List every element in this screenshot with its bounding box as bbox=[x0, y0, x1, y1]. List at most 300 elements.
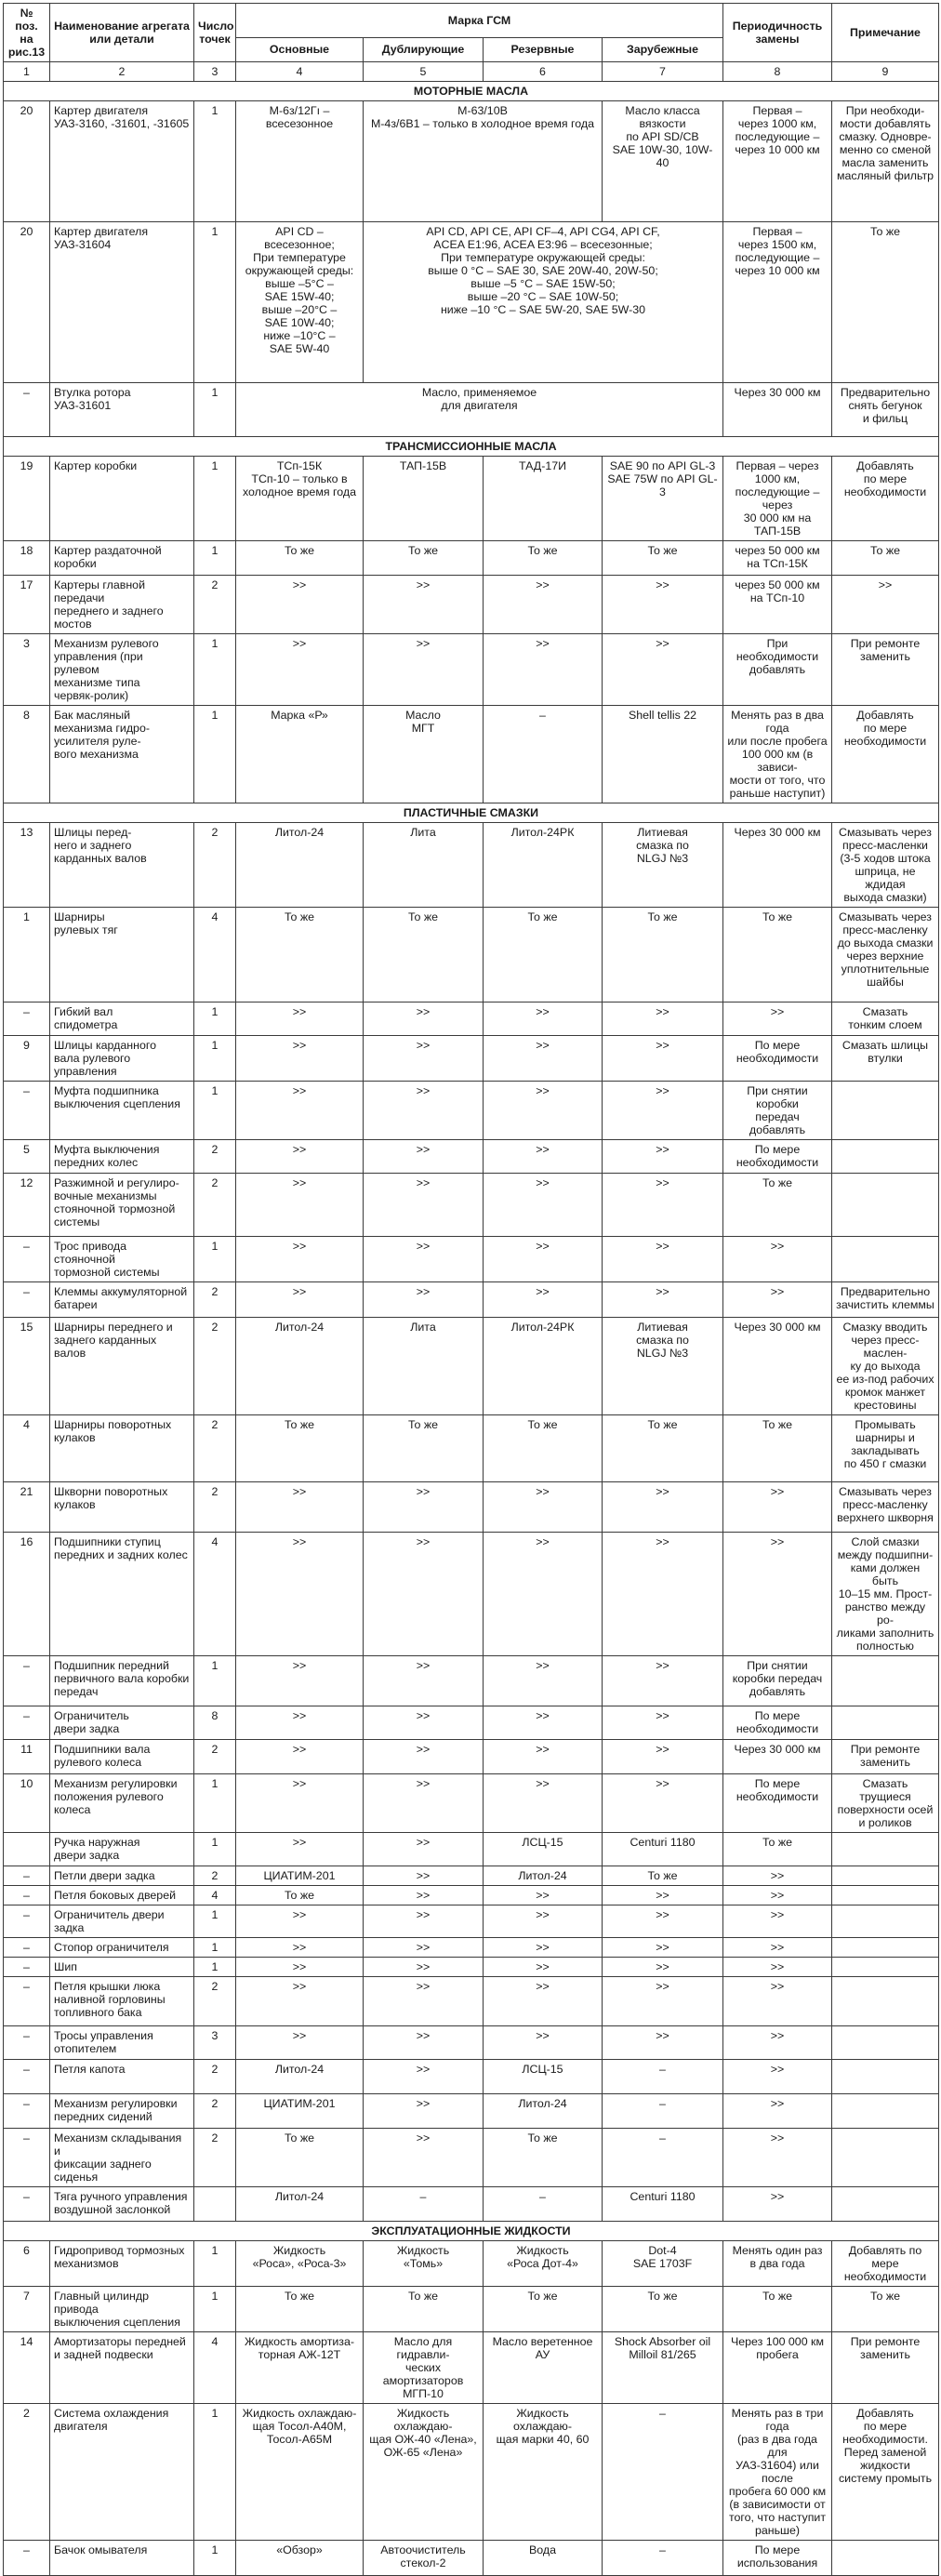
column-number: 1 bbox=[4, 62, 50, 82]
cell-points: 1 bbox=[194, 2404, 236, 2541]
cell-period: При снятии коробки передач добавлять bbox=[723, 1082, 832, 1140]
cell-name: Петля боковых дверей bbox=[50, 1886, 194, 1905]
cell-duplicate: То же bbox=[364, 2287, 484, 2332]
cell-reserve: >> bbox=[484, 1740, 603, 1774]
header-gsm-brand: Марка ГСМ bbox=[236, 4, 723, 38]
cell-note bbox=[832, 2187, 939, 2222]
cell-main: Литол-24 bbox=[236, 2060, 364, 2094]
cell-points: 8 bbox=[194, 1706, 236, 1740]
cell-duplicate: – bbox=[364, 2187, 484, 2222]
cell-period: >> bbox=[723, 1003, 832, 1036]
cell-period: >> bbox=[723, 1977, 832, 2026]
cell-reserve: >> bbox=[484, 1036, 603, 1082]
table-row bbox=[4, 2287, 939, 2332]
cell-duplicate: >> bbox=[364, 1774, 484, 1833]
cell-note bbox=[832, 2094, 939, 2129]
cell-duplicate: >> bbox=[364, 1833, 484, 1866]
cell-position: 3 bbox=[4, 634, 50, 706]
cell-period: >> bbox=[723, 1482, 832, 1533]
cell-duplicate: >> bbox=[364, 1866, 484, 1886]
cell-name: Амортизаторы передней и задней подвески bbox=[50, 2332, 194, 2404]
cell-foreign: – bbox=[603, 2129, 723, 2187]
cell-note bbox=[832, 2060, 939, 2094]
cell-main: >> bbox=[236, 1774, 364, 1833]
table-row bbox=[4, 457, 939, 541]
cell-reserve: >> bbox=[484, 1977, 603, 2026]
cell-main: >> bbox=[236, 1237, 364, 1282]
cell-duplicate: >> bbox=[364, 1082, 484, 1140]
cell-reserve: >> bbox=[484, 1282, 603, 1318]
cell-note: При ремонте заменить bbox=[832, 2332, 939, 2404]
cell-reserve: >> bbox=[484, 1958, 603, 1977]
cell-main: То же bbox=[236, 1415, 364, 1482]
cell-points: 1 bbox=[194, 2241, 236, 2287]
cell-position: 19 bbox=[4, 457, 50, 541]
cell-duplicate: То же bbox=[364, 908, 484, 1003]
cell-foreign: – bbox=[603, 2404, 723, 2541]
cell-points: 2 bbox=[194, 1977, 236, 2026]
column-number-row bbox=[4, 62, 939, 82]
cell-period: Через 30 000 км bbox=[723, 1740, 832, 1774]
cell-name: Тросы управления отопителем bbox=[50, 2026, 194, 2060]
table-row bbox=[4, 222, 939, 383]
cell-name: Картер двигателя УАЗ-31604 bbox=[50, 222, 194, 383]
cell-period: Менять раз в два года или после пробега 100 000 км (в зависи- мости от того, что раньше наступит) bbox=[723, 706, 832, 803]
header-period: Периодичность замены bbox=[723, 4, 832, 62]
cell-main: API CD – всесезонное; При температуре окружающей среды: выше –5°С – SAE 15W-40; выше –20°С – SAE 10W-40; ниже –10°С – SAE 5W-40 bbox=[236, 222, 364, 383]
cell-points: 2 bbox=[194, 1740, 236, 1774]
cell-points: 1 bbox=[194, 1958, 236, 1977]
cell-note: При необходи- мости добавлять смазку. Одновре- менно со сменой масла заменить масляный фильтр bbox=[832, 101, 939, 222]
lubricants-table bbox=[3, 3, 939, 2576]
cell-position: – bbox=[4, 2094, 50, 2129]
cell-duplicate: То же bbox=[364, 1415, 484, 1482]
lubricants-table-page bbox=[3, 3, 938, 2576]
cell-period: >> bbox=[723, 2094, 832, 2129]
cell-foreign: >> bbox=[603, 1082, 723, 1140]
cell-foreign: >> bbox=[603, 1174, 723, 1237]
cell-note: Добавлять по мере необходимости bbox=[832, 706, 939, 803]
cell-duplicate: М-63/10В М-4з/6В1 – только в холодное время года bbox=[364, 101, 603, 222]
cell-foreign: То же bbox=[603, 541, 723, 576]
cell-foreign: То же bbox=[603, 908, 723, 1003]
cell-points: 2 bbox=[194, 823, 236, 908]
cell-period: >> bbox=[723, 2026, 832, 2060]
cell-points: 1 bbox=[194, 222, 236, 383]
cell-note bbox=[832, 1905, 939, 1938]
cell-duplicate: >> bbox=[364, 1977, 484, 2026]
table-row bbox=[4, 706, 939, 803]
cell-period: То же bbox=[723, 1415, 832, 1482]
cell-points: 1 bbox=[194, 541, 236, 576]
cell-name: Петля капота bbox=[50, 2060, 194, 2094]
cell-reserve: То же bbox=[484, 2129, 603, 2187]
table-row bbox=[4, 101, 939, 222]
cell-reserve: >> bbox=[484, 1140, 603, 1174]
cell-period: >> bbox=[723, 1905, 832, 1938]
cell-foreign: >> bbox=[603, 576, 723, 634]
cell-points: 1 bbox=[194, 1082, 236, 1140]
header-reserve: Резервные bbox=[484, 37, 603, 61]
cell-note: Смазку вводить через пресс-маслен- ку до выхода ее из-под рабочих кромок манжет крестовины bbox=[832, 1318, 939, 1415]
cell-reserve: >> bbox=[484, 576, 603, 634]
cell-main: ЦИАТИМ-201 bbox=[236, 1866, 364, 1886]
cell-name: Шлицы карданного вала рулевого управления bbox=[50, 1036, 194, 1082]
cell-reserve: – bbox=[484, 706, 603, 803]
cell-foreign: >> bbox=[603, 1977, 723, 2026]
cell-duplicate: >> bbox=[364, 2129, 484, 2187]
cell-main: Жидкость охлаждаю- щая Тосол-А40М, Тосол-А65М bbox=[236, 2404, 364, 2541]
table-row bbox=[4, 1036, 939, 1082]
cell-position: 15 bbox=[4, 1318, 50, 1415]
cell-duplicate: >> bbox=[364, 1958, 484, 1977]
cell-position: 17 bbox=[4, 576, 50, 634]
cell-foreign: >> bbox=[603, 1740, 723, 1774]
cell-reserve: >> bbox=[484, 1938, 603, 1958]
header-foreign: Зарубежные bbox=[603, 37, 723, 61]
section-header-row bbox=[4, 82, 939, 101]
cell-period: По мере необходимости bbox=[723, 1774, 832, 1833]
cell-duplicate: >> bbox=[364, 1140, 484, 1174]
cell-points: 1 bbox=[194, 1656, 236, 1706]
table-row bbox=[4, 1740, 939, 1774]
cell-foreign: >> bbox=[603, 1774, 723, 1833]
cell-name: Муфта подшипника выключения сцепления bbox=[50, 1082, 194, 1140]
cell-duplicate: То же bbox=[364, 541, 484, 576]
cell-position: – bbox=[4, 1977, 50, 2026]
cell-period: Через 100 000 км пробега bbox=[723, 2332, 832, 2404]
cell-main: >> bbox=[236, 1958, 364, 1977]
cell-main: >> bbox=[236, 1140, 364, 1174]
table-row bbox=[4, 1140, 939, 1174]
cell-main: >> bbox=[236, 1905, 364, 1938]
cell-position bbox=[4, 1833, 50, 1866]
cell-foreign: SAE 90 по API GL-3 SAE 75W по API GL-3 bbox=[603, 457, 723, 541]
table-row bbox=[4, 2541, 939, 2576]
cell-position: 4 bbox=[4, 1415, 50, 1482]
cell-position: 20 bbox=[4, 101, 50, 222]
cell-note: Смазать тонким слоем bbox=[832, 1003, 939, 1036]
cell-reserve: ТАД-17И bbox=[484, 457, 603, 541]
cell-period: через 50 000 км на ТСп-15К bbox=[723, 541, 832, 576]
cell-reserve: – bbox=[484, 2187, 603, 2222]
cell-name: Гибкий вал спидометра bbox=[50, 1003, 194, 1036]
cell-main: >> bbox=[236, 1938, 364, 1958]
cell-name: Подшипники ступиц передних и задних колес bbox=[50, 1533, 194, 1656]
cell-reserve: Жидкость «Роса Дот-4» bbox=[484, 2241, 603, 2287]
cell-foreign: Dot-4 SAE 1703F bbox=[603, 2241, 723, 2287]
cell-note: При ремонте заменить bbox=[832, 634, 939, 706]
table-row bbox=[4, 1174, 939, 1237]
cell-main: Литол-24 bbox=[236, 2187, 364, 2222]
cell-period: Менять раз в три года (раз в два года для УАЗ-31604) или после пробега 60 000 км (в зависимости от того, что наступит раньше) bbox=[723, 2404, 832, 2541]
cell-foreign: Литиевая смазка по NLGJ №3 bbox=[603, 823, 723, 908]
cell-period: >> bbox=[723, 1866, 832, 1886]
cell-main: М-6з/12Гı – всесезонное bbox=[236, 101, 364, 222]
cell-note: При ремонте заменить bbox=[832, 1740, 939, 1774]
cell-duplicate: Лита bbox=[364, 823, 484, 908]
cell-main: >> bbox=[236, 1036, 364, 1082]
cell-name: Бачок омывателя bbox=[50, 2541, 194, 2576]
cell-main: >> bbox=[236, 1174, 364, 1237]
cell-name: Муфта выключения передних колес bbox=[50, 1140, 194, 1174]
header-note: Примечание bbox=[832, 4, 939, 62]
table-row bbox=[4, 576, 939, 634]
table-row bbox=[4, 1533, 939, 1656]
cell-points: 1 bbox=[194, 1036, 236, 1082]
table-row bbox=[4, 1706, 939, 1740]
table-row bbox=[4, 1082, 939, 1140]
cell-duplicate: Масло для гидравли- ческих амортизаторов МГП-10 bbox=[364, 2332, 484, 2404]
cell-foreign: Shock Absorber oil Milloil 81/265 bbox=[603, 2332, 723, 2404]
cell-foreign: Литиевая смазка по NLGJ №3 bbox=[603, 1318, 723, 1415]
cell-position: – bbox=[4, 1282, 50, 1318]
cell-name: Шарниры рулевых тяг bbox=[50, 908, 194, 1003]
cell-reserve: >> bbox=[484, 1482, 603, 1533]
cell-period: >> bbox=[723, 2060, 832, 2094]
cell-period: Менять один раз в два года bbox=[723, 2241, 832, 2287]
cell-points: 1 bbox=[194, 1774, 236, 1833]
cell-name: Петли двери задка bbox=[50, 1866, 194, 1886]
cell-period: По мере необходимости bbox=[723, 1140, 832, 1174]
cell-main: >> bbox=[236, 1482, 364, 1533]
cell-reserve: Жидкость охлаждаю- щая марки 40, 60 bbox=[484, 2404, 603, 2541]
cell-period: По мере использования bbox=[723, 2541, 832, 2576]
cell-reserve: Литол-24РК bbox=[484, 823, 603, 908]
cell-note bbox=[832, 1656, 939, 1706]
cell-foreign: – bbox=[603, 2094, 723, 2129]
cell-position: – bbox=[4, 383, 50, 437]
cell-reserve: ЛСЦ-15 bbox=[484, 1833, 603, 1866]
section-title: ЭКСПЛУАТАЦИОННЫЕ ЖИДКОСТИ bbox=[4, 2222, 939, 2241]
table-row bbox=[4, 2094, 939, 2129]
cell-period: >> bbox=[723, 1533, 832, 1656]
cell-foreign: – bbox=[603, 2060, 723, 2094]
cell-period: По мере необходимости bbox=[723, 1036, 832, 1082]
cell-duplicate: >> bbox=[364, 1740, 484, 1774]
cell-reserve: >> bbox=[484, 1706, 603, 1740]
cell-reserve: Масло веретенное АУ bbox=[484, 2332, 603, 2404]
cell-duplicate: >> bbox=[364, 1282, 484, 1318]
cell-points: 1 bbox=[194, 1237, 236, 1282]
cell-duplicate: >> bbox=[364, 2026, 484, 2060]
cell-foreign: >> bbox=[603, 1533, 723, 1656]
cell-duplicate: >> bbox=[364, 1174, 484, 1237]
cell-duplicate: >> bbox=[364, 1886, 484, 1905]
cell-points: 4 bbox=[194, 2332, 236, 2404]
cell-points: 2 bbox=[194, 1415, 236, 1482]
cell-name: Картеры главной передачи переднего и заднего мостов bbox=[50, 576, 194, 634]
cell-note: Добавлять по мере необходимости. Перед заменой жидкости систему промыть bbox=[832, 2404, 939, 2541]
cell-note bbox=[832, 1237, 939, 1282]
cell-points: 1 bbox=[194, 383, 236, 437]
cell-period: >> bbox=[723, 1958, 832, 1977]
cell-reserve: >> bbox=[484, 634, 603, 706]
cell-reserve: >> bbox=[484, 1237, 603, 1282]
cell-name: Шарниры переднего и заднего карданных валов bbox=[50, 1318, 194, 1415]
cell-foreign: >> bbox=[603, 1656, 723, 1706]
cell-duplicate: >> bbox=[364, 1938, 484, 1958]
cell-note bbox=[832, 1938, 939, 1958]
cell-position: 8 bbox=[4, 706, 50, 803]
header-position: № поз. на рис.13 bbox=[4, 4, 50, 62]
cell-points: 1 bbox=[194, 1905, 236, 1938]
cell-foreign: >> bbox=[603, 1886, 723, 1905]
cell-points: 2 bbox=[194, 2094, 236, 2129]
cell-main: То же bbox=[236, 541, 364, 576]
cell-points bbox=[194, 2187, 236, 2222]
cell-position: – bbox=[4, 1706, 50, 1740]
cell-period: Через 30 000 км bbox=[723, 823, 832, 908]
cell-position: – bbox=[4, 1958, 50, 1977]
table-row bbox=[4, 908, 939, 1003]
table-row bbox=[4, 2241, 939, 2287]
cell-reserve: Литол-24РК bbox=[484, 1318, 603, 1415]
cell-foreign: >> bbox=[603, 1036, 723, 1082]
cell-foreign: >> bbox=[603, 1706, 723, 1740]
cell-main: Литол-24 bbox=[236, 823, 364, 908]
cell-main: >> bbox=[236, 1833, 364, 1866]
cell-position: – bbox=[4, 1656, 50, 1706]
table-row bbox=[4, 1415, 939, 1482]
cell-name: Ручка наружная двери задка bbox=[50, 1833, 194, 1866]
cell-reserve: Литол-24 bbox=[484, 2094, 603, 2129]
cell-note bbox=[832, 1140, 939, 1174]
cell-position: – bbox=[4, 2129, 50, 2187]
cell-foreign: Shell tellis 22 bbox=[603, 706, 723, 803]
section-header-row bbox=[4, 437, 939, 457]
cell-note bbox=[832, 1082, 939, 1140]
table-row bbox=[4, 1774, 939, 1833]
cell-foreign: Масло класса вязкости по API SD/CB SAE 10W-30, 10W-40 bbox=[603, 101, 723, 222]
cell-points: 1 bbox=[194, 1938, 236, 1958]
cell-name: Картер раздаточной коробки bbox=[50, 541, 194, 576]
cell-period: >> bbox=[723, 2129, 832, 2187]
cell-period: Через 30 000 км bbox=[723, 383, 832, 437]
table-row bbox=[4, 1656, 939, 1706]
cell-points: 1 bbox=[194, 457, 236, 541]
header-name: Наименование агрегата или детали bbox=[50, 4, 194, 62]
cell-position: 7 bbox=[4, 2287, 50, 2332]
cell-reserve: >> bbox=[484, 2026, 603, 2060]
cell-period: >> bbox=[723, 1886, 832, 1905]
cell-note: Слой смазки между подшипни- ками должен быть 10–15 мм. Прост- ранство между ро- ликами заполнить полностью bbox=[832, 1533, 939, 1656]
cell-period: >> bbox=[723, 1282, 832, 1318]
cell-name: Шарниры поворотных кулаков bbox=[50, 1415, 194, 1482]
cell-note: Добавлять по мере необходимости bbox=[832, 2241, 939, 2287]
cell-position: 6 bbox=[4, 2241, 50, 2287]
cell-note bbox=[832, 1958, 939, 1977]
header-main: Основные bbox=[236, 37, 364, 61]
cell-period: То же bbox=[723, 908, 832, 1003]
cell-reserve: ЛСЦ-15 bbox=[484, 2060, 603, 2094]
cell-note: То же bbox=[832, 2287, 939, 2332]
cell-duplicate: >> bbox=[364, 576, 484, 634]
cell-name: Разжимной и регулиро- вочные механизмы стояночной тормозной системы bbox=[50, 1174, 194, 1237]
cell-foreign: >> bbox=[603, 1003, 723, 1036]
cell-name: Подшипник передний первичного вала коробки передач bbox=[50, 1656, 194, 1706]
column-number: 2 bbox=[50, 62, 194, 82]
cell-note bbox=[832, 1977, 939, 2026]
cell-note bbox=[832, 1886, 939, 1905]
table-row bbox=[4, 541, 939, 576]
table-row bbox=[4, 2332, 939, 2404]
cell-note: Промывать шарниры и закладывать по 450 г смазки bbox=[832, 1415, 939, 1482]
cell-main: >> bbox=[236, 576, 364, 634]
cell-main: >> bbox=[236, 1003, 364, 1036]
cell-points: 1 bbox=[194, 1833, 236, 1866]
cell-period: через 50 000 км на ТСп-10 bbox=[723, 576, 832, 634]
cell-position: – bbox=[4, 1082, 50, 1140]
table-row bbox=[4, 1905, 939, 1938]
cell-position: 21 bbox=[4, 1482, 50, 1533]
column-number: 5 bbox=[364, 62, 484, 82]
cell-reserve: То же bbox=[484, 1415, 603, 1482]
cell-reserve: >> bbox=[484, 1003, 603, 1036]
table-row bbox=[4, 383, 939, 437]
cell-duplicate: >> bbox=[364, 2060, 484, 2094]
cell-main: То же bbox=[236, 2129, 364, 2187]
cell-duplicate: >> bbox=[364, 1237, 484, 1282]
cell-position: – bbox=[4, 2060, 50, 2094]
cell-period: >> bbox=[723, 2187, 832, 2222]
table-row bbox=[4, 1958, 939, 1977]
cell-position: – bbox=[4, 1003, 50, 1036]
section-title: ТРАНСМИССИОННЫЕ МАСЛА bbox=[4, 437, 939, 457]
table-row bbox=[4, 1886, 939, 1905]
cell-points: 1 bbox=[194, 101, 236, 222]
cell-position: – bbox=[4, 2187, 50, 2222]
table-row bbox=[4, 1237, 939, 1282]
cell-foreign: >> bbox=[603, 1140, 723, 1174]
cell-main: Жидкость «Роса», «Роса-3» bbox=[236, 2241, 364, 2287]
cell-note bbox=[832, 1866, 939, 1886]
cell-foreign: >> bbox=[603, 1482, 723, 1533]
section-header-row bbox=[4, 803, 939, 823]
cell-note: То же bbox=[832, 541, 939, 576]
cell-main: >> bbox=[236, 1656, 364, 1706]
cell-position: 2 bbox=[4, 2404, 50, 2541]
table-row bbox=[4, 1833, 939, 1866]
section-title: ПЛАСТИЧНЫЕ СМАЗКИ bbox=[4, 803, 939, 823]
cell-reserve: >> bbox=[484, 1533, 603, 1656]
cell-name: Механизм регулировки передних сидений bbox=[50, 2094, 194, 2129]
table-row bbox=[4, 2026, 939, 2060]
cell-main: >> bbox=[236, 1533, 364, 1656]
cell-points: 4 bbox=[194, 908, 236, 1003]
table-body bbox=[4, 82, 939, 2576]
cell-position: – bbox=[4, 2026, 50, 2060]
column-number: 4 bbox=[236, 62, 364, 82]
table-row bbox=[4, 2404, 939, 2541]
column-number: 6 bbox=[484, 62, 603, 82]
cell-main: >> bbox=[236, 634, 364, 706]
cell-name: Механизм рулевого управления (при рулевом механизме типа червяк-ролик) bbox=[50, 634, 194, 706]
cell-main: «Обзор» bbox=[236, 2541, 364, 2576]
cell-main: >> bbox=[236, 2026, 364, 2060]
cell-note: >> bbox=[832, 576, 939, 634]
cell-foreign: >> bbox=[603, 1938, 723, 1958]
cell-note bbox=[832, 2541, 939, 2576]
table-row bbox=[4, 1282, 939, 1318]
cell-reserve: То же bbox=[484, 541, 603, 576]
cell-position: 20 bbox=[4, 222, 50, 383]
cell-reserve: >> bbox=[484, 1656, 603, 1706]
cell-name: Ограничитель двери задка bbox=[50, 1706, 194, 1740]
cell-main: >> bbox=[236, 1740, 364, 1774]
cell-position: 13 bbox=[4, 823, 50, 908]
cell-period: То же bbox=[723, 1833, 832, 1866]
